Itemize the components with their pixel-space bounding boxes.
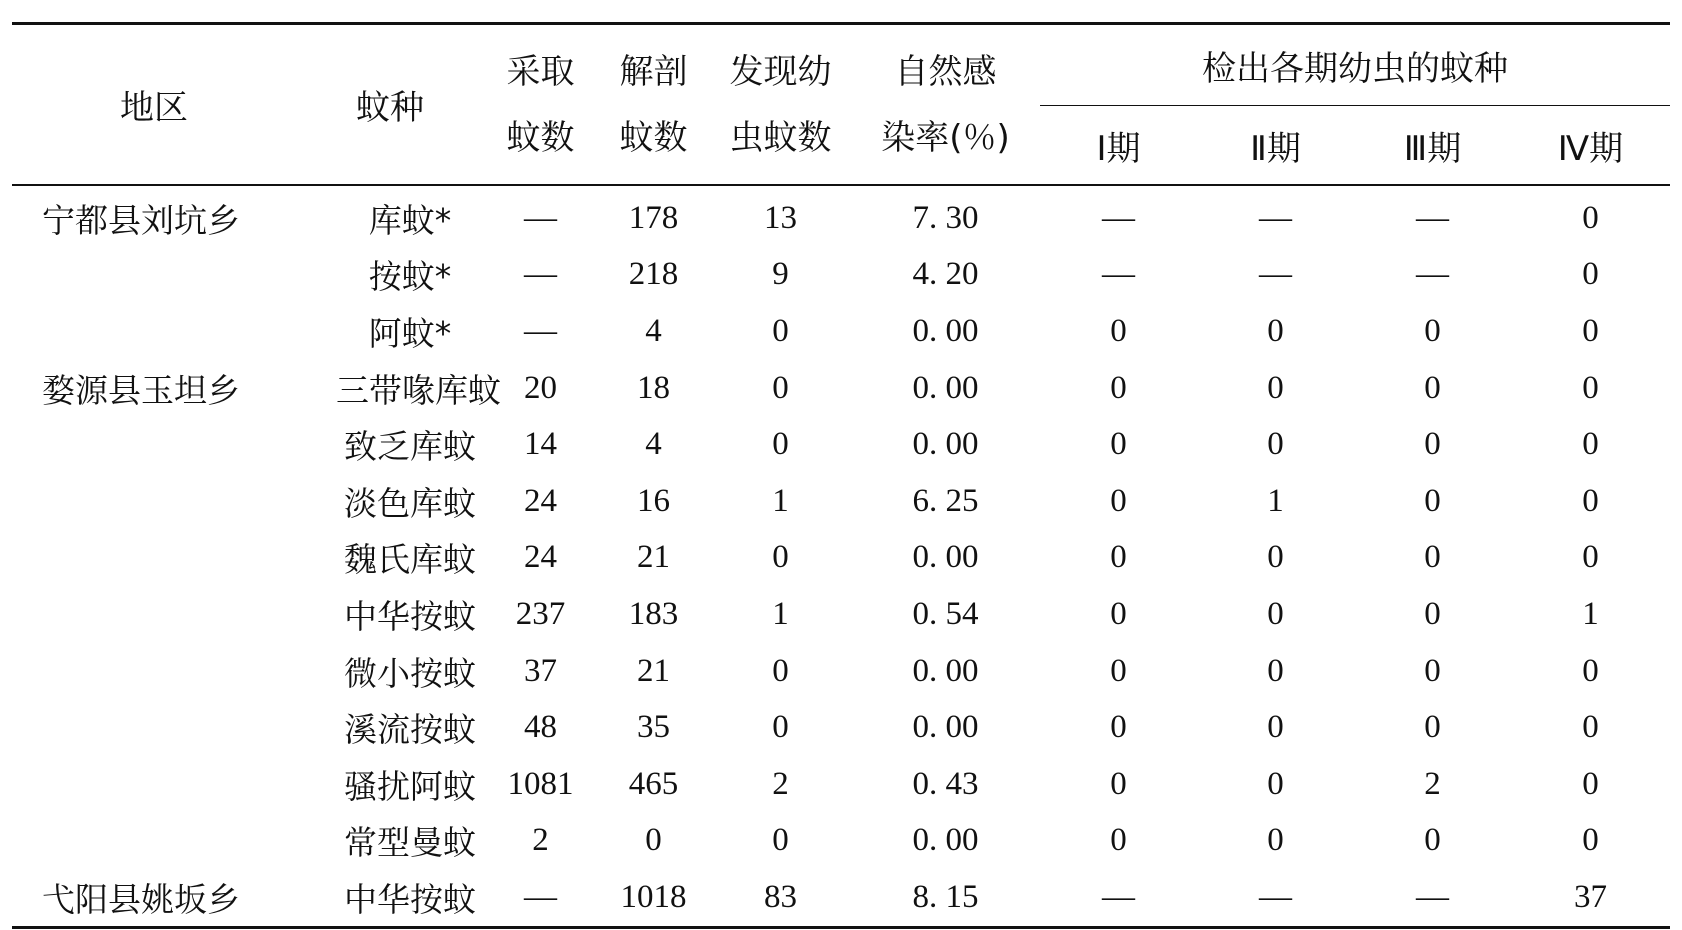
stage-3-cell: — bbox=[1416, 199, 1449, 236]
header-species: 蚊种 bbox=[356, 88, 424, 128]
stage-1-cell: — bbox=[1102, 256, 1135, 293]
dissected-count-cell: 18 bbox=[637, 369, 670, 406]
collected-count-cell: — bbox=[524, 199, 557, 236]
stage-2-cell: 0 bbox=[1267, 709, 1284, 746]
collected-count-cell: — bbox=[524, 256, 557, 293]
stage-3-cell: 0 bbox=[1424, 652, 1441, 689]
infection-rate-cell: 0. 00 bbox=[912, 426, 979, 463]
collected-count-cell: 20 bbox=[524, 369, 557, 406]
dissected-count-cell: 16 bbox=[637, 482, 670, 519]
infection-rate-cell: 0. 00 bbox=[912, 312, 979, 349]
table-row bbox=[12, 643, 1670, 700]
collected-count-cell: 2 bbox=[532, 822, 549, 859]
stage-4-cell: 0 bbox=[1582, 652, 1599, 689]
header-stage-1: Ⅰ期 bbox=[1096, 128, 1141, 169]
header-rate-line2: 染率(％) bbox=[881, 117, 1010, 158]
species-cell: 骚扰阿蚊 bbox=[344, 766, 476, 806]
infection-rate-cell: 4. 20 bbox=[912, 256, 979, 293]
header-region: 地区 bbox=[120, 88, 188, 128]
collected-count-cell: — bbox=[524, 312, 557, 349]
header-infection-rate bbox=[851, 24, 1040, 186]
collected-count-cell: 237 bbox=[515, 595, 566, 632]
larvae-count-cell: 0 bbox=[772, 822, 789, 859]
dissected-count-cell: 465 bbox=[628, 765, 679, 802]
stage-3-cell: 0 bbox=[1424, 426, 1441, 463]
larvae-count-cell: 0 bbox=[772, 426, 789, 463]
species-cell: 中华按蚊 bbox=[344, 596, 476, 636]
dissected-count-cell: 4 bbox=[645, 426, 662, 463]
stage-4-cell: 0 bbox=[1582, 256, 1599, 293]
species-cell: 魏氏库蚊 bbox=[344, 540, 476, 580]
stage-3-cell: — bbox=[1416, 256, 1449, 293]
dissected-count-cell: 218 bbox=[628, 256, 679, 293]
stage-1-cell: 0 bbox=[1110, 765, 1127, 802]
region-cell bbox=[12, 756, 296, 813]
header-stage-4: Ⅳ期 bbox=[1557, 128, 1624, 169]
header-collected-line2: 蚊数 bbox=[506, 117, 575, 158]
region-cell bbox=[12, 247, 296, 304]
region-cell bbox=[12, 416, 296, 473]
stage-3-cell: 0 bbox=[1424, 369, 1441, 406]
dissected-count-cell: 21 bbox=[637, 652, 670, 689]
larvae-count-cell: 1 bbox=[772, 482, 789, 519]
data-table-container bbox=[12, 22, 1670, 929]
collected-count-cell: 37 bbox=[524, 652, 557, 689]
collected-count-cell: 1081 bbox=[507, 765, 574, 802]
stage-1-cell: 0 bbox=[1110, 595, 1127, 632]
header-dissected bbox=[597, 24, 710, 186]
stage-4-cell: 0 bbox=[1582, 822, 1599, 859]
stage-3-cell: 0 bbox=[1424, 822, 1441, 859]
region-cell: 弋阳县姚坂乡 bbox=[42, 879, 240, 919]
stage-3-cell: — bbox=[1416, 878, 1449, 915]
infection-rate-cell: 0. 00 bbox=[912, 822, 979, 859]
stage-2-cell: 0 bbox=[1267, 595, 1284, 632]
infection-rate-cell: 0. 00 bbox=[912, 709, 979, 746]
stage-1-cell: 0 bbox=[1110, 426, 1127, 463]
species-cell: 淡色库蚊 bbox=[344, 483, 476, 523]
stage-2-cell: 0 bbox=[1267, 426, 1284, 463]
stage-4-cell: 0 bbox=[1582, 765, 1599, 802]
table-row bbox=[12, 586, 1670, 643]
dissected-count-cell: 183 bbox=[628, 595, 679, 632]
stage-3-cell: 0 bbox=[1424, 482, 1441, 519]
table-body bbox=[12, 185, 1670, 927]
stage-4-cell: 0 bbox=[1582, 199, 1599, 236]
stage-3-cell: 2 bbox=[1424, 765, 1441, 802]
header-dissected-line1: 解剖 bbox=[619, 51, 688, 92]
infection-rate-cell: 0. 54 bbox=[912, 595, 979, 632]
table-row bbox=[12, 869, 1670, 927]
dissected-count-cell: 0 bbox=[645, 822, 662, 859]
stage-2-cell: 1 bbox=[1267, 482, 1284, 519]
table-row bbox=[12, 416, 1670, 473]
region-cell bbox=[12, 586, 296, 643]
stage-4-cell: 0 bbox=[1582, 369, 1599, 406]
header-stage-2: Ⅱ期 bbox=[1250, 128, 1301, 169]
collected-count-cell: 48 bbox=[524, 709, 557, 746]
table-row bbox=[12, 303, 1670, 360]
stage-4-cell: 0 bbox=[1582, 482, 1599, 519]
dissected-count-cell: 35 bbox=[637, 709, 670, 746]
header-dissected-line2: 蚊数 bbox=[619, 117, 688, 158]
stage-3-cell: 0 bbox=[1424, 595, 1441, 632]
stage-1-cell: 0 bbox=[1110, 312, 1127, 349]
species-cell: 微小按蚊 bbox=[344, 653, 476, 693]
stage-1-cell: 0 bbox=[1110, 652, 1127, 689]
species-cell: 阿蚊* bbox=[368, 313, 452, 353]
stage-2-cell: — bbox=[1259, 256, 1292, 293]
infection-rate-cell: 0. 00 bbox=[912, 652, 979, 689]
species-cell: 库蚊* bbox=[368, 200, 452, 240]
stage-3-cell: 0 bbox=[1424, 312, 1441, 349]
larvae-count-cell: 13 bbox=[764, 199, 797, 236]
region-cell bbox=[12, 303, 296, 360]
infection-rate-cell: 0. 43 bbox=[912, 765, 979, 802]
stage-2-cell: — bbox=[1259, 878, 1292, 915]
stage-2-cell: — bbox=[1259, 199, 1292, 236]
header-larvae-line1: 发现幼 bbox=[729, 51, 832, 92]
region-cell bbox=[12, 813, 296, 870]
infection-rate-cell: 6. 25 bbox=[912, 482, 979, 519]
stage-2-cell: 0 bbox=[1267, 765, 1284, 802]
collected-count-cell: 24 bbox=[524, 539, 557, 576]
region-cell: 婺源县玉坦乡 bbox=[42, 370, 240, 410]
table-row bbox=[12, 360, 1670, 417]
stage-2-cell: 0 bbox=[1267, 539, 1284, 576]
stage-2-cell: 0 bbox=[1267, 652, 1284, 689]
stage-1-cell: — bbox=[1102, 878, 1135, 915]
species-cell: 常型曼蚊 bbox=[344, 823, 476, 863]
region-cell bbox=[12, 643, 296, 700]
stage-2-cell: 0 bbox=[1267, 822, 1284, 859]
table-row bbox=[12, 247, 1670, 304]
stage-1-cell: 0 bbox=[1110, 482, 1127, 519]
larvae-count-cell: 0 bbox=[772, 709, 789, 746]
table-row bbox=[12, 756, 1670, 813]
species-cell: 致乏库蚊 bbox=[344, 427, 476, 467]
stage-1-cell: — bbox=[1102, 199, 1135, 236]
region-cell bbox=[12, 473, 296, 530]
infection-rate-cell: 0. 00 bbox=[912, 539, 979, 576]
stage-4-cell: 0 bbox=[1582, 426, 1599, 463]
stage-4-cell: 0 bbox=[1582, 709, 1599, 746]
collected-count-cell: 14 bbox=[524, 426, 557, 463]
collected-count-cell: — bbox=[524, 878, 557, 915]
species-cell: 溪流按蚊 bbox=[344, 710, 476, 750]
infection-rate-cell: 7. 30 bbox=[912, 199, 979, 236]
table-row bbox=[12, 185, 1670, 247]
stage-1-cell: 0 bbox=[1110, 709, 1127, 746]
stage-4-cell: 1 bbox=[1582, 595, 1599, 632]
species-cell: 中华按蚊 bbox=[344, 879, 476, 919]
region-cell bbox=[12, 699, 296, 756]
stage-1-cell: 0 bbox=[1110, 539, 1127, 576]
header-collected bbox=[484, 24, 597, 186]
infection-rate-cell: 0. 00 bbox=[912, 369, 979, 406]
stage-4-cell: 0 bbox=[1582, 539, 1599, 576]
species-cell: 三带喙库蚊 bbox=[336, 370, 501, 410]
header-rate-line1: 自然感 bbox=[894, 51, 997, 92]
larvae-count-cell: 0 bbox=[772, 312, 789, 349]
header-larvae-found bbox=[710, 24, 851, 186]
collected-count-cell: 24 bbox=[524, 482, 557, 519]
stage-1-cell: 0 bbox=[1110, 822, 1127, 859]
region-cell: 宁都县刘坑乡 bbox=[42, 200, 240, 240]
header-stage-3: Ⅲ期 bbox=[1403, 128, 1462, 169]
table-row bbox=[12, 473, 1670, 530]
larvae-count-cell: 1 bbox=[772, 595, 789, 632]
table-header bbox=[12, 24, 1670, 186]
dissected-count-cell: 1018 bbox=[620, 878, 687, 915]
stage-1-cell: 0 bbox=[1110, 369, 1127, 406]
stage-3-cell: 0 bbox=[1424, 539, 1441, 576]
larvae-count-cell: 9 bbox=[772, 256, 789, 293]
larvae-count-cell: 0 bbox=[772, 539, 789, 576]
larvae-count-cell: 83 bbox=[764, 878, 797, 915]
larvae-count-cell: 0 bbox=[772, 369, 789, 406]
stage-2-cell: 0 bbox=[1267, 312, 1284, 349]
stage-3-cell: 0 bbox=[1424, 709, 1441, 746]
header-stage-group: 检出各期幼虫的蚊种 bbox=[1040, 24, 1670, 106]
larvae-count-cell: 0 bbox=[772, 652, 789, 689]
dissected-count-cell: 178 bbox=[628, 199, 679, 236]
species-cell: 按蚊* bbox=[368, 257, 452, 297]
region-cell bbox=[12, 530, 296, 587]
mosquito-infection-table bbox=[12, 22, 1670, 929]
infection-rate-cell: 8. 15 bbox=[912, 878, 979, 915]
table-row bbox=[12, 699, 1670, 756]
stage-2-cell: 0 bbox=[1267, 369, 1284, 406]
larvae-count-cell: 2 bbox=[772, 765, 789, 802]
stage-4-cell: 0 bbox=[1582, 312, 1599, 349]
stage-4-cell: 37 bbox=[1574, 878, 1607, 915]
dissected-count-cell: 21 bbox=[637, 539, 670, 576]
dissected-count-cell: 4 bbox=[645, 312, 662, 349]
header-larvae-line2: 虫蚊数 bbox=[729, 117, 832, 158]
table-row bbox=[12, 530, 1670, 587]
table-row bbox=[12, 813, 1670, 870]
header-collected-line1: 采取 bbox=[506, 51, 575, 92]
